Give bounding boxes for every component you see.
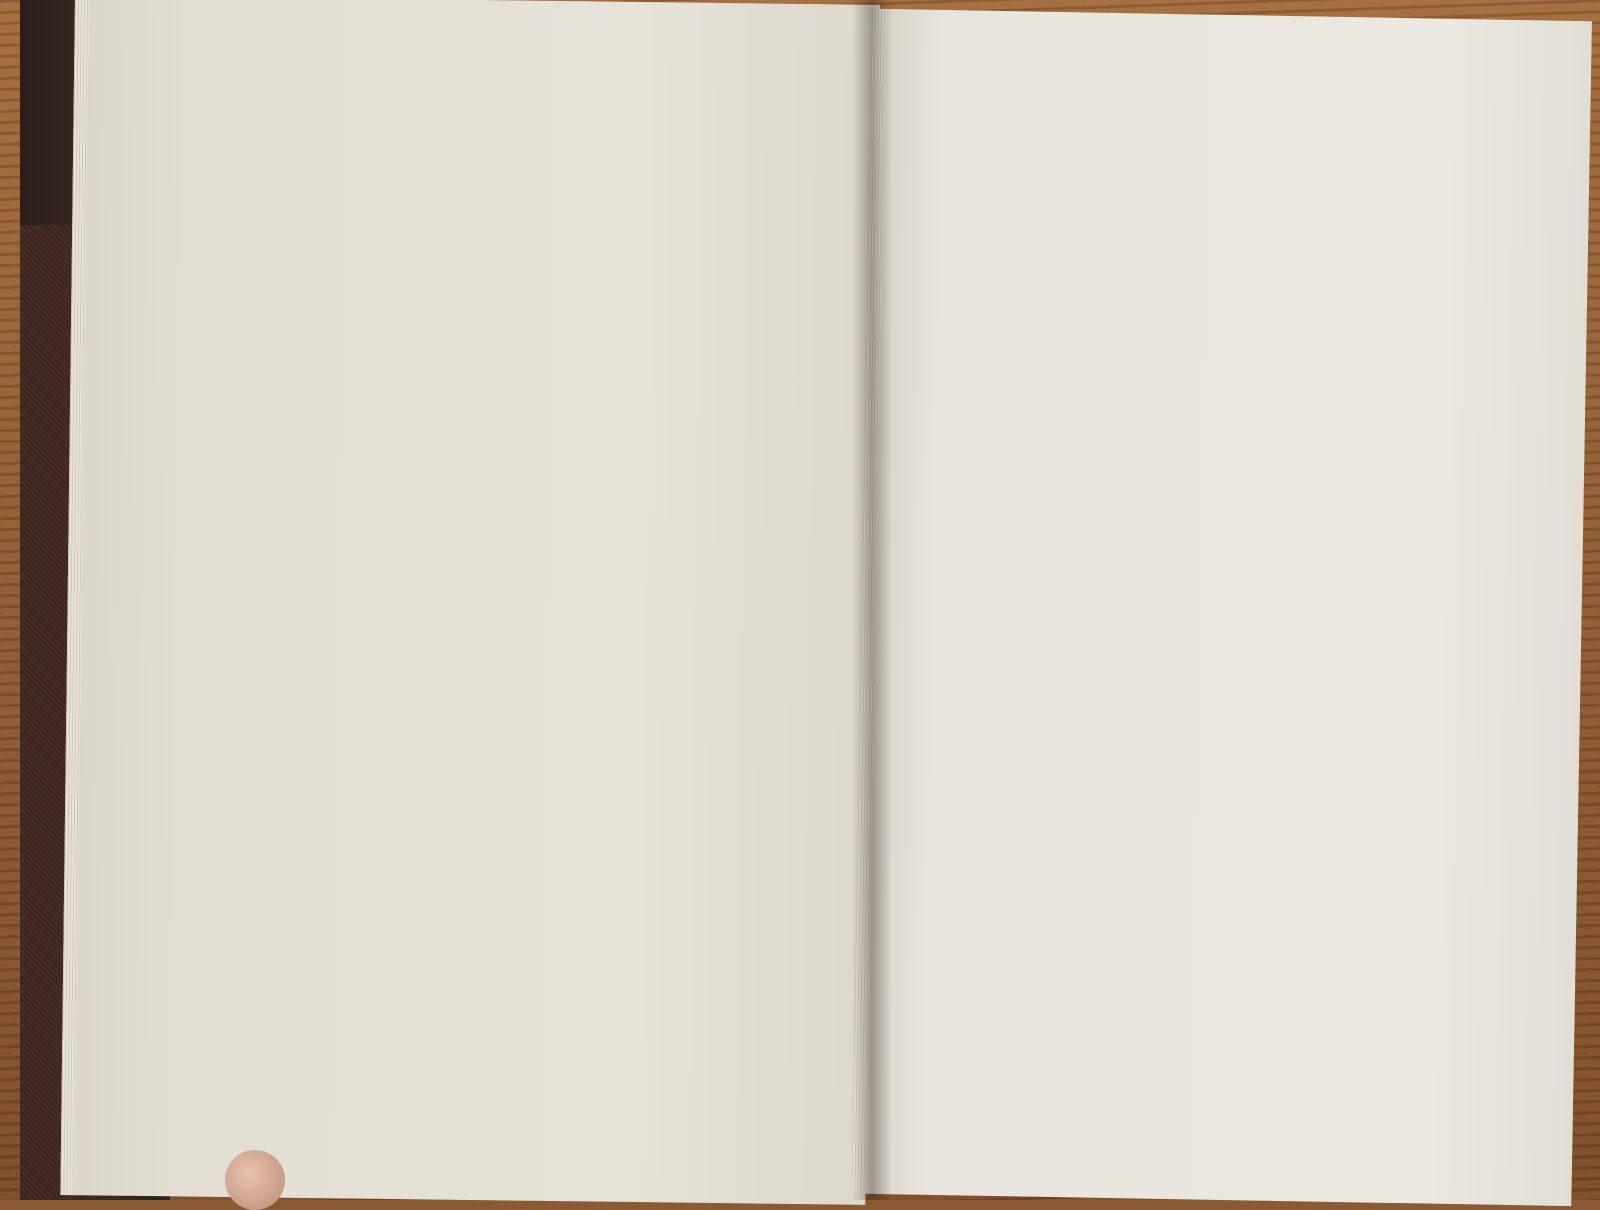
- right-page: [851, 9, 1592, 1206]
- left-page: [60, 0, 880, 1205]
- gutter-shadow: [852, 0, 892, 1200]
- thumb: [225, 1150, 285, 1210]
